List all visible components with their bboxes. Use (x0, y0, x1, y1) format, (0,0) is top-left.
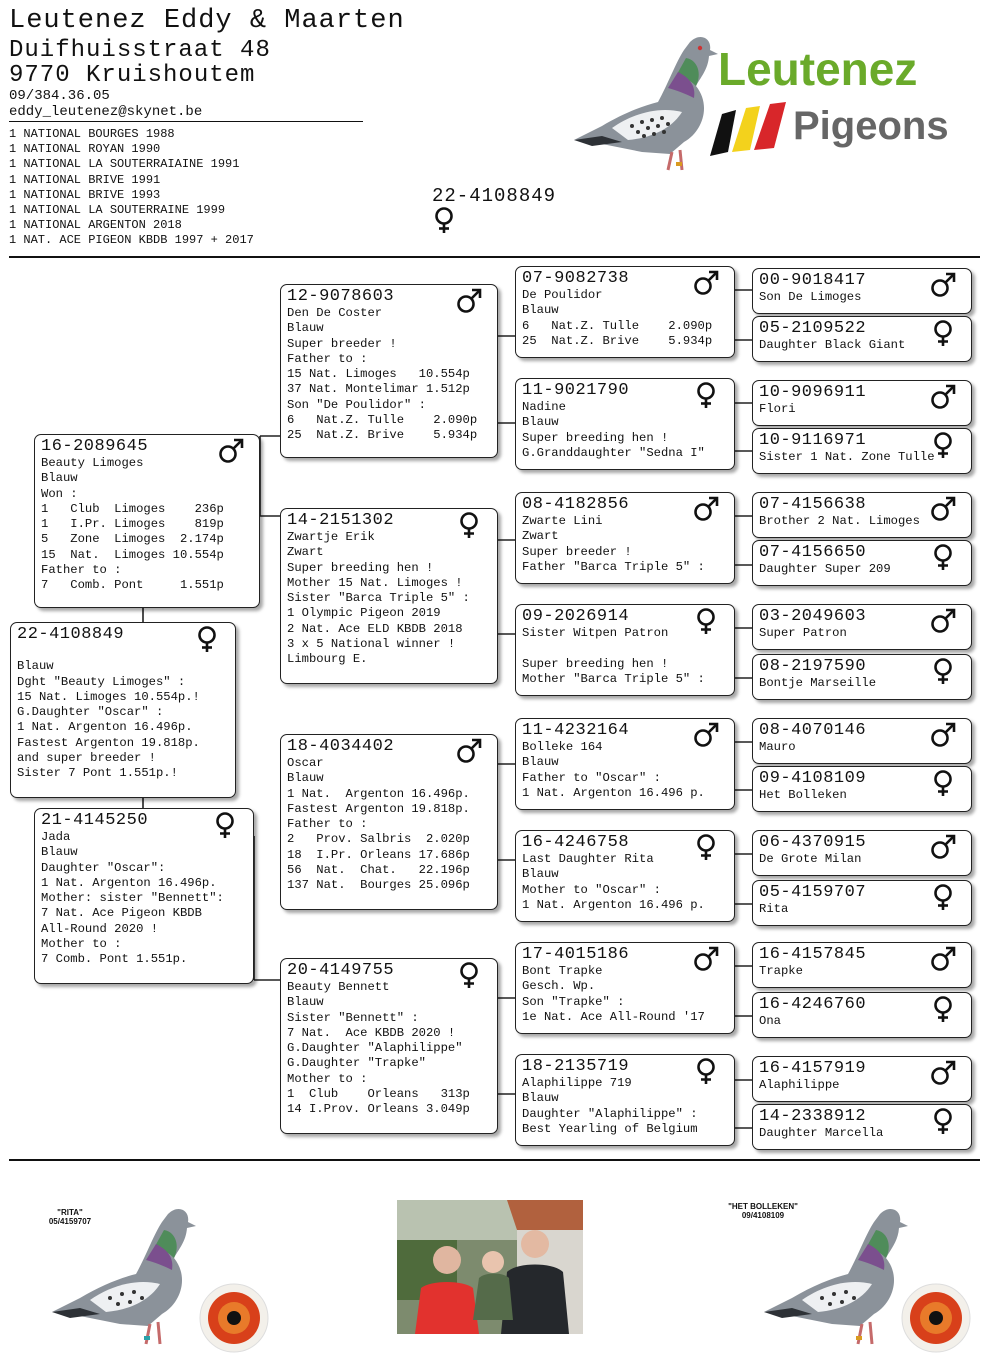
pedigree-card-dd (280, 958, 498, 1134)
card-detail-line: 5 Zone Limoges 2.174p (41, 532, 224, 547)
achievement-item: 1 NATIONAL LA SOUTERRAIAINE 1991 (9, 157, 240, 172)
card-detail-line: Blauw (287, 771, 324, 786)
card-detail-line: Super breeder ! (287, 336, 397, 351)
card-detail-line: Sister Witpen Patron (522, 626, 669, 640)
card-detail-line: Blauw (522, 867, 559, 882)
card-detail-line: Trapke (759, 964, 803, 978)
female-icon (692, 381, 720, 409)
card-detail-line: 1e Nat. Ace All-Round '17 (522, 1009, 705, 1024)
ring-number: 17-4015186 (522, 945, 630, 964)
card-detail-line: Ona (759, 1014, 781, 1028)
card-detail-line: Beauty Limoges (41, 456, 144, 470)
card-detail-line: 56 Nat. Chat. 22.196p (287, 863, 470, 878)
card-detail-line: Flori (759, 402, 796, 416)
card-detail-line: Super breeding hen ! (522, 656, 669, 671)
card-detail-line: 37 Nat. Montelimar 1.512p (287, 382, 470, 397)
ring-number: 10-9116971 (759, 431, 867, 450)
male-icon (692, 495, 720, 523)
pedigree-card-g6 (752, 540, 972, 586)
card-detail-line: Mother 15 Nat. Limoges ! (287, 575, 463, 590)
pedigree-card-g1 (752, 268, 972, 314)
left-photo-ring: 05/4159707 (48, 1217, 92, 1226)
card-detail-line: Blauw (522, 755, 559, 770)
ring-number: 08-4182856 (522, 495, 630, 514)
card-detail-line: Blauw (17, 659, 54, 674)
ring-number: 00-9018417 (759, 271, 867, 290)
pedigree-card-sds (515, 492, 735, 584)
male-icon (455, 287, 483, 315)
card-detail-line: 14 I.Prov. Orleans 3.049p (287, 1102, 470, 1117)
card-detail-line: Daughter "Alaphilippe" : (522, 1106, 698, 1121)
card-detail-line: Blauw (522, 1091, 559, 1106)
female-icon (929, 1107, 957, 1135)
male-icon (929, 1059, 957, 1087)
male-icon (692, 269, 720, 297)
card-detail-line: 18 I.Pr. Orleans 17.686p (287, 847, 470, 862)
male-icon (692, 721, 720, 749)
card-detail-line: Super breeder ! (522, 544, 632, 559)
card-detail-line: Nadine (522, 400, 566, 414)
pigeon-bolleken-photo (760, 1196, 978, 1356)
card-detail-line: Best Yearling of Belgium (522, 1121, 698, 1136)
ring-number: 12-9078603 (287, 287, 395, 306)
card-detail-line: 7 Comb. Pont 1.551p (41, 578, 224, 593)
card-detail-line: Daughter Black Giant (759, 338, 906, 352)
ring-number: 11-4232164 (522, 721, 630, 740)
card-detail-line: 1 Nat. Argenton 16.496p. (41, 875, 217, 890)
female-icon (692, 607, 720, 635)
card-detail-line: Daughter Super 209 (759, 562, 891, 576)
female-icon (929, 543, 957, 571)
card-detail-line: Blauw (522, 303, 559, 318)
card-detail-line: Last Daughter Rita (522, 852, 654, 866)
achievement-item: 1 NATIONAL LA SOUTERRAINE 1999 (9, 203, 226, 218)
card-detail-line: Blauw (41, 845, 78, 860)
card-detail-line: Alaphilippe (759, 1078, 840, 1092)
card-detail-line: 1 I.Pr. Limoges 819p (41, 517, 224, 532)
male-icon (929, 945, 957, 973)
card-detail-line: Father to : (287, 351, 368, 366)
card-detail-line: Sister "Bennett" : (287, 1010, 419, 1025)
ring-number: 09-2026914 (522, 607, 630, 626)
card-detail-line: Won : (41, 486, 78, 501)
ring-number: 08-4070146 (759, 721, 867, 740)
ring-number: 10-9096911 (759, 383, 867, 402)
card-detail-line: Blauw (522, 415, 559, 430)
pedigree-card-g5 (752, 492, 972, 538)
card-detail-line: Father "Barca Triple 5" : (522, 559, 705, 574)
pedigree-card-g11 (752, 830, 972, 876)
ring-number: 16-2089645 (41, 437, 149, 456)
card-detail-line: Oscar (287, 756, 324, 770)
pedigree-card-ssd (515, 378, 735, 470)
ring-number: 05-2109522 (759, 319, 867, 338)
card-detail-line: Limbourg E. (287, 652, 368, 667)
card-detail-line: Father to "Oscar" : (522, 770, 661, 785)
card-detail-line: Zwarte Lini (522, 514, 603, 528)
right-photo-ring: 09/4108109 (741, 1211, 785, 1220)
pedigree-card-g8 (752, 654, 972, 700)
card-detail-line: 15 Nat. Limoges 10.554p (41, 547, 224, 562)
card-detail-line: Sister "Barca Triple 5" : (287, 591, 470, 606)
pedigree-card-g10 (752, 766, 972, 812)
female-icon (455, 961, 483, 989)
card-detail-line: Mother to "Oscar" : (522, 882, 661, 897)
achievement-item: 1 NATIONAL BRIVE 1991 (9, 172, 161, 187)
achievement-item: 1 NATIONAL ARGENTON 2018 (9, 218, 182, 233)
footer-divider (9, 1159, 980, 1161)
card-detail-line: and super breeder ! (17, 751, 156, 766)
ring-number: 11-9021790 (522, 381, 630, 400)
card-detail-line: 1 Nat. Argenton 16.496 p. (522, 897, 705, 912)
male-icon (929, 495, 957, 523)
pedigree-card-dss (515, 718, 735, 810)
pedigree-card-g4 (752, 428, 972, 474)
ring-number: 07-4156650 (759, 543, 867, 562)
card-detail-line: 1 Club Limoges 236p (41, 501, 224, 516)
pedigree-card-g13 (752, 942, 972, 988)
phone-number: 09/384.36.05 (9, 88, 110, 104)
card-detail-line: G.Daughter "Alaphilippe" (287, 1041, 463, 1056)
ring-number: 22-4108849 (17, 625, 125, 644)
pedigree-card-g2 (752, 316, 972, 362)
achievement-item: 1 NATIONAL ROYAN 1990 (9, 142, 161, 157)
pedigree-card-g9 (752, 718, 972, 764)
pedigree-card-sd (280, 508, 498, 684)
card-detail-line: 2 Nat. Ace ELD KBDB 2018 (287, 621, 463, 636)
card-detail-line: De Grote Milan (759, 852, 862, 866)
female-icon (193, 625, 221, 653)
card-detail-line: Het Bolleken (759, 788, 847, 802)
family-photo (397, 1200, 583, 1334)
card-detail-line: Sister 1 Nat. Zone Tulle (759, 450, 935, 464)
card-detail-line: Bolleke 164 (522, 740, 603, 754)
ring-number: 18-4034402 (287, 737, 395, 756)
pedigree-card-ds (280, 734, 498, 910)
pedigree-card-ss (280, 284, 498, 458)
female-icon (929, 769, 957, 797)
card-detail-line: Blauw (287, 995, 324, 1010)
ring-number: 18-2135719 (522, 1057, 630, 1076)
pedigree-card-ddd (515, 1054, 735, 1146)
card-detail-line: Dght "Beauty Limoges" : (17, 674, 186, 689)
card-detail-line: Brother 2 Nat. Limoges (759, 514, 920, 528)
card-detail-line: 1 Nat. Argenton 16.496p. (17, 720, 193, 735)
card-detail-line: Daughter Marcella (759, 1126, 884, 1140)
ring-number: 16-4246758 (522, 833, 630, 852)
card-detail-line: 6 Nat.Z. Tulle 2.090p (287, 413, 478, 428)
pedigree-card-g3 (752, 380, 972, 426)
pedigree-card-g12 (752, 880, 972, 926)
card-detail-line: 7 Nat. Ace Pigeon KBDB (41, 906, 202, 921)
card-detail-line: 1 Club Orleans 313p (287, 1087, 470, 1102)
pedigree-card-dam (34, 808, 254, 984)
ring-number: 09-4108109 (759, 769, 867, 788)
ring-number: 20-4149755 (287, 961, 395, 980)
card-detail-line: 3 x 5 National winner ! (287, 637, 456, 652)
pedigree-card-dds (515, 942, 735, 1034)
card-detail-line: 1 Nat. Argenton 16.496p. (287, 786, 470, 801)
card-detail-line: Son "De Poulidor" : (287, 397, 426, 412)
pedigree-card-sdd (515, 604, 735, 696)
card-detail-line: Super breeding hen ! (287, 560, 434, 575)
card-detail-line: G.Granddaughter "Sedna I" (522, 445, 705, 460)
card-detail-line: Rita (759, 902, 789, 916)
card-detail-line: 7 Nat. Ace KBDB 2020 ! (287, 1025, 456, 1040)
female-icon (929, 657, 957, 685)
card-detail-line: 15 Nat. Limoges 10.554p (287, 367, 470, 382)
card-detail-line: Son "Trapke" : (522, 994, 625, 1009)
ring-number: 16-4157919 (759, 1059, 867, 1078)
achievement-item: 1 NATIONAL BRIVE 1993 (9, 187, 161, 202)
pigeon-rita-photo (48, 1196, 276, 1356)
ring-number: 06-4370915 (759, 833, 867, 852)
card-detail-line: 15 Nat. Limoges 10.554p.! (17, 689, 200, 704)
logo-word-leutenez: Leutenez (718, 43, 918, 95)
card-detail-line: Jada (41, 830, 71, 844)
ring-number: 21-4145250 (41, 811, 149, 830)
card-detail-line: Fastest Argenton 19.818p. (17, 735, 200, 750)
achievement-item: 1 NAT. ACE PIGEON KBDB 1997 + 2017 (9, 233, 254, 248)
male-icon (929, 271, 957, 299)
ring-number: 14-2338912 (759, 1107, 867, 1126)
female-icon (692, 833, 720, 861)
city-address: 9770 Kruishoutem (9, 62, 256, 89)
card-detail-line: 1 Nat. Argenton 16.496 p. (522, 785, 705, 800)
card-detail-line: Zwartje Erik (287, 530, 375, 544)
card-detail-line: G.Daughter "Trapke" (287, 1056, 426, 1071)
pedigree-card-subject (10, 622, 236, 798)
card-detail-line: Mauro (759, 740, 796, 754)
email-address[interactable]: eddy_leutenez@skynet.be (9, 104, 363, 122)
male-icon (929, 383, 957, 411)
male-icon (929, 833, 957, 861)
card-detail-line (522, 641, 728, 656)
card-detail-line: Sister 7 Pont 1.551p.! (17, 766, 178, 781)
pedigree-card-sss (515, 266, 735, 358)
card-detail-line: Mother "Barca Triple 5" : (522, 671, 705, 686)
female-icon (929, 431, 957, 459)
card-detail-line: Mother to : (287, 1071, 368, 1086)
left-photo-name: "RITA" (57, 1208, 83, 1217)
pedigree-card-g16 (752, 1104, 972, 1150)
card-detail-line: Den De Coster (287, 306, 383, 320)
card-detail-line: Father to : (41, 563, 122, 578)
ring-number: 07-9082738 (522, 269, 630, 288)
female-icon (692, 1057, 720, 1085)
card-detail-line: 25 Nat.Z. Brive 5.934p (287, 428, 478, 443)
owner-name: Leutenez Eddy & Maarten (9, 6, 405, 36)
card-detail-line: 2 Prov. Salbris 2.020p (287, 832, 470, 847)
female-icon (455, 511, 483, 539)
card-detail-line: De Poulidor (522, 288, 603, 302)
card-detail-line: Son De Limoges (759, 290, 862, 304)
card-detail-line: Bontje Marseille (759, 676, 877, 690)
card-detail-line: Blauw (41, 471, 78, 486)
male-icon (217, 437, 245, 465)
male-icon (929, 721, 957, 749)
ring-number: 07-4156638 (759, 495, 867, 514)
ring-number: 05-4159707 (759, 883, 867, 902)
card-detail-line: Zwart (522, 529, 559, 544)
card-detail-line: 1 Olympic Pigeon 2019 (287, 606, 441, 621)
male-icon (929, 607, 957, 635)
pedigree-card-g15 (752, 1056, 972, 1102)
ring-number: 08-2197590 (759, 657, 867, 676)
achievement-item: 1 NATIONAL BOURGES 1988 (9, 127, 175, 141)
pedigree-card-sire (34, 434, 260, 608)
female-icon (929, 883, 957, 911)
card-detail-line: Super breeding hen ! (522, 430, 669, 445)
female-icon (929, 319, 957, 347)
female-icon (211, 811, 239, 839)
card-detail-line: Gesch. Wp. (522, 979, 596, 994)
ring-number: 03-2049603 (759, 607, 867, 626)
card-detail-line: Mother: sister "Bennett": (41, 891, 224, 906)
card-detail-line: Zwart (287, 545, 324, 560)
right-photo-name: "HET BOLLEKEN" (728, 1202, 798, 1211)
card-detail-line: 137 Nat. Bourges 25.096p (287, 878, 470, 893)
card-detail-line: Mother to : (41, 937, 122, 952)
ring-number: 16-4157845 (759, 945, 867, 964)
logo-word-pigeons: Pigeons (793, 104, 949, 148)
pedigree-card-dsd (515, 830, 735, 922)
card-detail-line: Fastest Argenton 19.818p. (287, 801, 470, 816)
card-detail-line: Alaphilippe 719 (522, 1076, 632, 1090)
pedigree-card-g7 (752, 604, 972, 650)
card-detail-line: 6 Nat.Z. Tulle 2.090p (522, 318, 713, 333)
card-detail-line: 7 Comb. Pont 1.551p. (41, 952, 188, 967)
male-icon (455, 737, 483, 765)
card-detail-line: Blauw (287, 321, 324, 336)
card-detail-line: 25 Nat.Z. Brive 5.934p (522, 333, 713, 348)
subject-ring-number: 22-4108849 (432, 185, 557, 207)
pedigree-card-g14 (752, 992, 972, 1038)
card-detail-line: Super Patron (759, 626, 847, 640)
card-detail-line: Bont Trapke (522, 964, 603, 978)
card-detail-line: G.Daughter "Oscar" : (17, 705, 164, 720)
card-detail-line: Father to : (287, 817, 368, 832)
card-detail-line: Beauty Bennett (287, 980, 390, 994)
ring-number: 14-2151302 (287, 511, 395, 530)
card-detail-line: All-Round 2020 ! (41, 921, 159, 936)
male-icon (692, 945, 720, 973)
ring-number: 16-4246760 (759, 995, 867, 1014)
card-detail-line: Daughter "Oscar": (41, 860, 166, 875)
female-icon (929, 995, 957, 1023)
street-address: Duifhuisstraat 48 (9, 37, 271, 64)
